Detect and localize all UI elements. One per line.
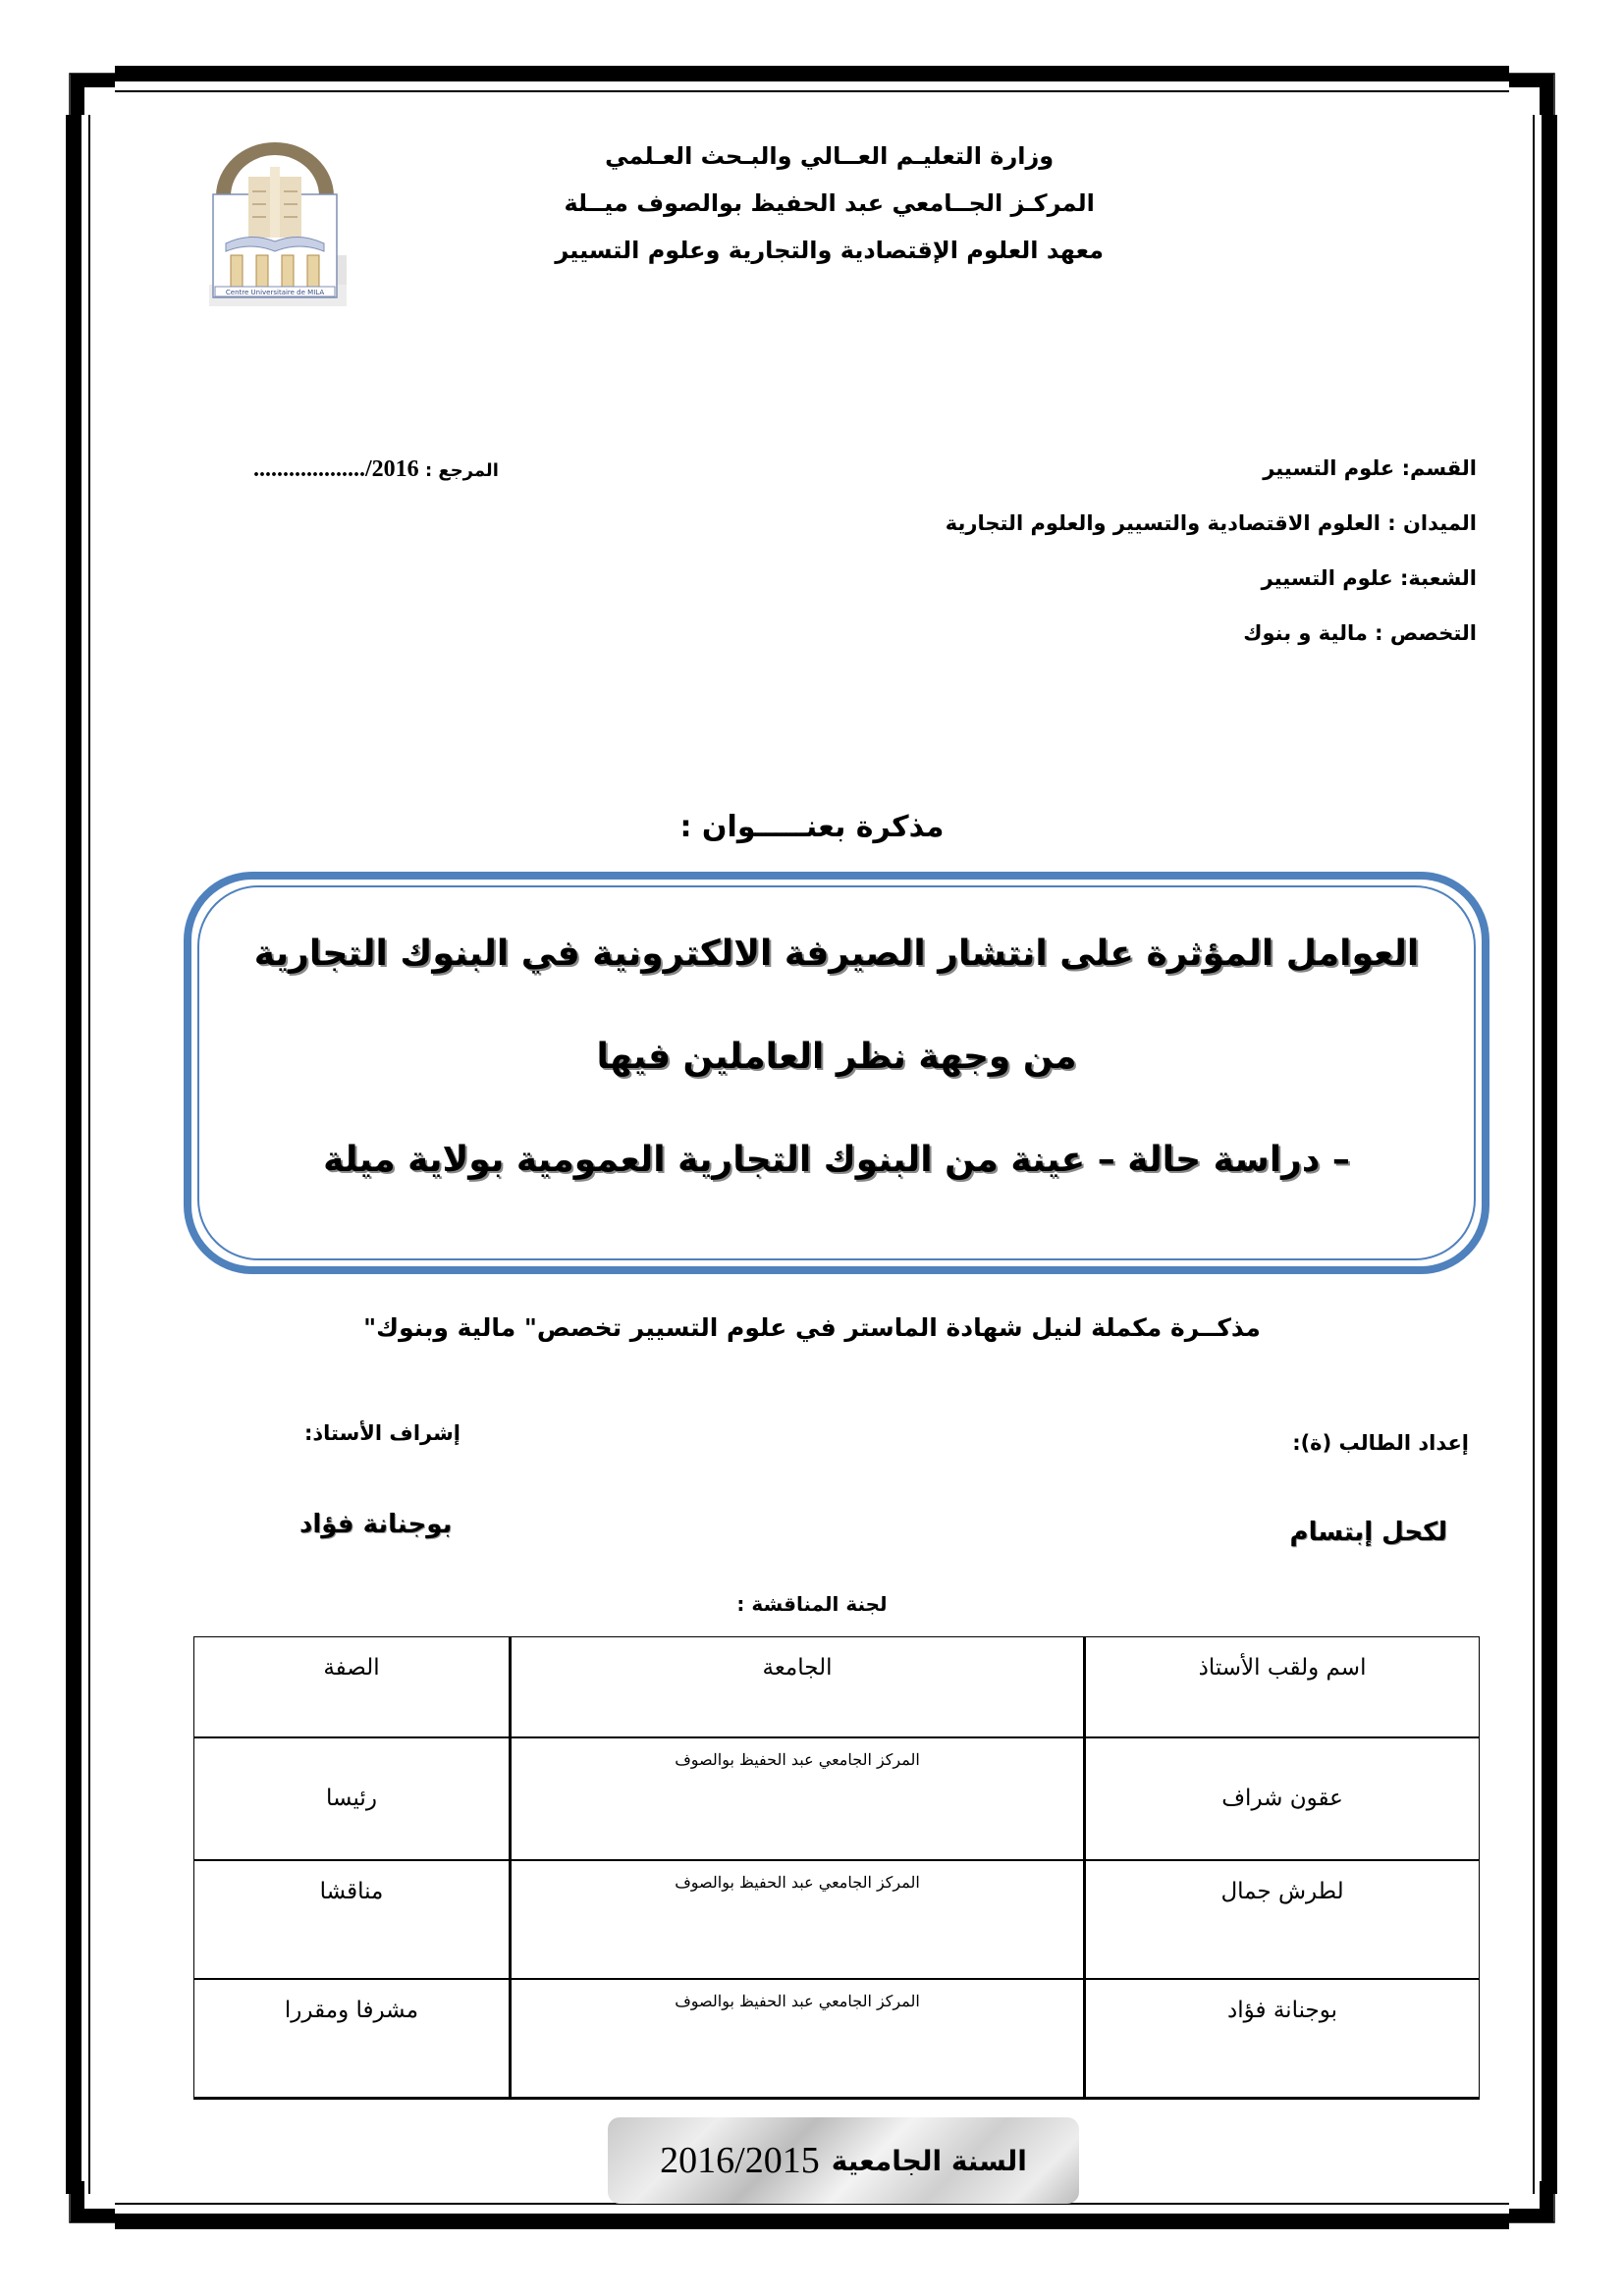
thesis-title-line-2: من وجهة نظر العاملين فيها [596,1037,1077,1077]
specialty: التخصص : مالية و بنوك [1243,621,1477,645]
academic-year-box [608,2117,1079,2204]
member-role: رئيسا [194,1737,511,1860]
institute-name: معهد العلوم الإقتصادية والتجارية وعلوم التسيير [555,237,1104,264]
member-name: لطرش جمال [1085,1860,1480,1979]
supervised-by-label: إشراف الأستاذ: [304,1421,460,1445]
logo-caption: Centre Universitaire de MILA [225,289,325,296]
member-university: المركز الجامعي عبد الحفيظ بوالصوف [510,1979,1084,2099]
table-row [194,1737,1480,1860]
academic-info [946,456,1477,676]
thesis-subtitle: مذكــرة مكملة لنيل شهادة الماستر في علوم التسيير تخصص" مالية وبنوك" [363,1313,1261,1342]
member-role: مشرفا ومقررا [194,1979,511,2099]
frame-corner-top-left [66,66,115,115]
page-frame-inner-left [88,115,90,2194]
committee-table [193,1636,1480,2100]
ministry-name: وزارة التعليـم العــالي والبـحث العـلمي [605,142,1055,170]
thesis-title-line-3: – دراسة حالة – عينة من البنوك التجارية العمومية بولاية ميلة [323,1140,1350,1180]
page-frame-top [115,66,1509,81]
prepared-by-label: إعداد الطالب (ة): [1292,1431,1469,1455]
academic-year-value: 2016/2015 [660,2140,820,2181]
member-name: عقون شراف [1085,1737,1480,1860]
thesis-title-box [184,872,1489,1274]
page-frame-right [1542,115,1557,2194]
page-frame-inner-top [115,90,1509,92]
university-logo [201,137,349,309]
member-university: المركز الجامعي عبد الحفيظ بوالصوف [510,1737,1084,1860]
table-row [194,1860,1480,1979]
student-name: لكحل إبتسام [1289,1518,1447,1547]
table-header-row [194,1637,1480,1738]
header-university: الجامعة [510,1637,1084,1738]
branch: الشعبة: علوم التسيير [1261,566,1477,590]
page-frame-inner-right [1533,115,1535,2194]
department: القسم: علوم التسيير [1263,456,1477,480]
reference-field [253,456,499,483]
member-role: مناقشا [194,1860,511,1979]
member-university: المركز الجامعي عبد الحفيظ بوالصوف [510,1860,1084,1979]
institution-header [555,133,1104,274]
page-frame-left [66,115,81,2194]
thesis-label: مذكرة بعنـــــوان : [679,810,945,844]
thesis-title-line-1: العوامل المؤثرة على انتشار الصيرفة الالكترونية في البنوك التجارية [253,934,1420,974]
supervisor-name: بوجنانة فؤاد [299,1510,453,1539]
field: الميدان : العلوم الاقتصادية والتسيير والعلوم التجارية [945,511,1477,535]
page-frame-bottom [115,2214,1509,2229]
header-role: الصفة [194,1637,511,1738]
header-name: اسم ولقب الأستاذ [1085,1637,1480,1738]
member-name: بوجنانة فؤاد [1085,1979,1480,2099]
table-row [194,1979,1480,2099]
committee-label: لجنة المناقشة : [736,1592,888,1616]
frame-corner-bottom-right [1509,2181,1558,2230]
frame-corner-top-right [1509,66,1558,115]
academic-year-label: السنة الجامعية [831,2144,1027,2177]
reference-value: .................../2016 [253,456,419,482]
university-name: المركـز الجــامعي عبد الحفيظ بوالصوف ميــلة [564,189,1095,217]
reference-label: المرجع : [418,460,499,481]
frame-corner-bottom-left [66,2181,115,2230]
